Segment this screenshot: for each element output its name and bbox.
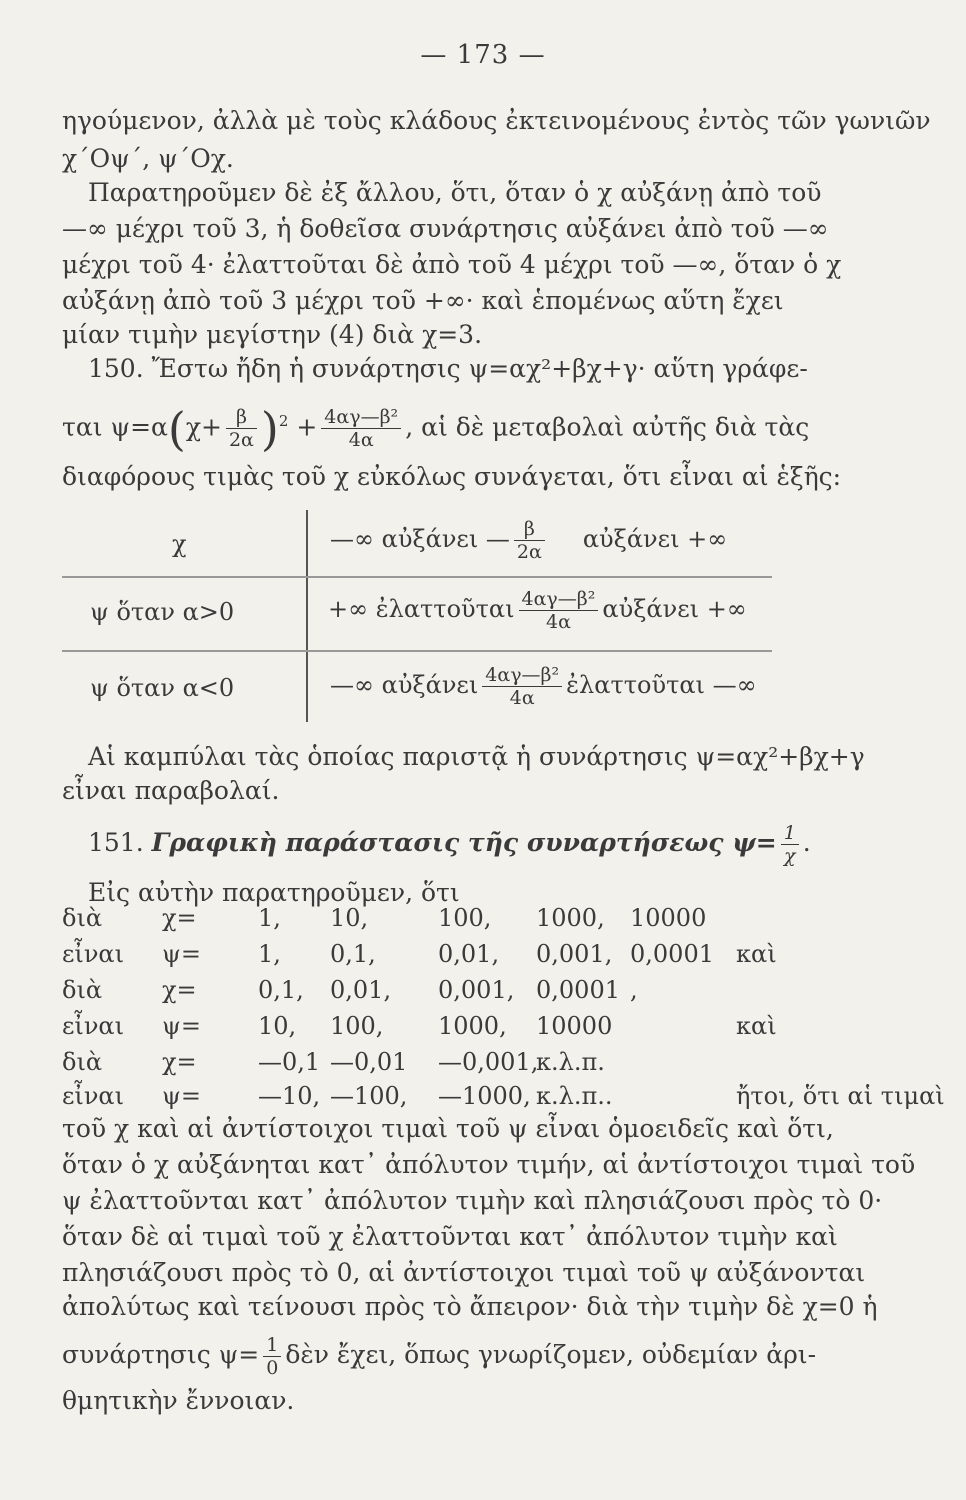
text-line: μίαν τιμὴν μεγίστην (4) διὰ χ=3. — [62, 320, 483, 349]
row-cell: 1000, — [438, 1012, 507, 1040]
text-line: ηγούμενον, ἀλλὰ μὲ τοὺς κλάδους ἐκτεινομένους ἐντὸς τῶν γωνιῶν — [62, 106, 931, 135]
row-cell: —1000, — [438, 1082, 531, 1110]
table-rule — [62, 576, 772, 578]
formula-suffix: , αἱ δὲ μεταβολαὶ αὐτῆς διὰ τὰς — [405, 412, 810, 442]
table-row3-values: —∞ αὐξάνει $\frac{\text{4αγ—β²}}{4\alpha}$ ἐλαττοῦται —∞ — [330, 664, 757, 709]
row-cell: 0,01, — [330, 976, 392, 1004]
table-row2-values: +∞ ἐλαττοῦται $\frac{\text{4αγ—β²}}{4\alpha}$ αὐξάνει +∞ — [328, 588, 747, 633]
row-cell: διὰ — [62, 1048, 103, 1076]
text-line: συνάρτησις ψ= $\frac{1}{0}$ δὲν ἔχει, ὅπως γνωρίζομεν, οὐδεμίαν ἀρι- — [62, 1334, 817, 1379]
row-cell: 1, — [258, 904, 281, 932]
formula-prefix: ται ψ=α — [62, 412, 168, 442]
row-cell: 0,0001 — [630, 940, 714, 968]
row-cell: 100, — [330, 1012, 384, 1040]
text-line: —∞ μέχρι τοῦ 3, ἡ δοθεῖσα συνάρτησις αὐξάνει ἀπὸ τοῦ —∞ — [62, 214, 829, 243]
paren-open: ( — [167, 401, 186, 456]
row-cell: ψ= — [162, 1012, 201, 1040]
table-row2-label: ψ ὅταν α>0 — [90, 598, 235, 626]
row-cell: —0,001, — [438, 1048, 539, 1076]
table-row1-label: χ — [172, 530, 187, 558]
row-cell: , — [630, 976, 638, 1004]
page-number: — 173 — — [420, 40, 546, 70]
formula-line — [62, 401, 810, 456]
row-cell: 10000 — [536, 1012, 613, 1040]
fraction-discriminant: $\frac{\text{4αγ—β²}}{4\alpha}$ — [321, 406, 401, 451]
row-cell: 1000, — [536, 904, 605, 932]
row-cell: εἶναι — [62, 1012, 125, 1040]
text-line: τοῦ χ καὶ αἱ ἀντίστοιχοι τιμαὶ τοῦ ψ εἶναι ὁμοειδεῖς καὶ ὅτι, — [62, 1114, 834, 1143]
row-cell: καὶ — [736, 1012, 777, 1040]
square-exponent: 2 — [278, 412, 289, 430]
text-line: ὅταν ὁ χ αὐξάνηται κατ᾿ ἀπόλυτον τιμήν, αἱ ἀντίστοιχοι τιμαὶ τοῦ — [62, 1150, 916, 1179]
row-cell: ψ= — [162, 1082, 201, 1110]
row-cell: ψ= — [162, 940, 201, 968]
chi-plus: χ+ — [185, 412, 222, 442]
text-line: διαφόρους τιμὰς τοῦ χ εὐκόλως συνάγεται, ὅτι εἶναι αἱ ἑξῆς: — [62, 462, 842, 491]
table-rule — [62, 650, 772, 652]
row-cell: χ= — [162, 904, 197, 932]
row-cell: 0,01, — [438, 940, 500, 968]
text-line: Αἱ καμπύλαι τὰς ὁποίας παριστᾷ ἡ συνάρτησις ψ=αχ²+βχ+γ — [88, 742, 865, 771]
text-line: εἶναι παραβολαί. — [62, 776, 280, 805]
row-cell: κ.λ.π. — [536, 1048, 605, 1076]
row-cell: 0,0001 — [536, 976, 620, 1004]
row-cell: 0,001, — [438, 976, 515, 1004]
row-cell: χ= — [162, 1048, 197, 1076]
plus-sign: + — [296, 412, 318, 442]
row-cell: —0,01 — [330, 1048, 408, 1076]
row-cell: 0,1, — [258, 976, 304, 1004]
text-line: ψ ἐλαττοῦνται κατ᾿ ἀπόλυτον τιμὴν καὶ πλησιάζουσι πρὸς τὸ 0· — [62, 1186, 883, 1215]
fraction-beta-2alpha: $\frac{\beta}{2\alpha}$ — [226, 406, 257, 451]
text-line: χ΄Οψ΄, ψ΄Οχ. — [62, 144, 234, 173]
row-cell: 10, — [330, 904, 369, 932]
row-cell: εἶναι — [62, 940, 125, 968]
row-cell: 100, — [438, 904, 492, 932]
text-line: θμητικὴν ἔννοιαν. — [62, 1386, 295, 1415]
table-row3-label: ψ ὅταν α<0 — [90, 674, 235, 702]
row-cell: καὶ — [736, 940, 777, 968]
table-row1-values: —∞ αὐξάνει — $\frac{\beta}{2\alpha}$ αὐξάνει +∞ — [330, 518, 728, 563]
text-line: ἀπολύτως καὶ τείνουσι πρὸς τὸ ἄπειρον· διὰ τὴν τιμὴν δὲ χ=0 ἡ — [62, 1292, 878, 1321]
row-cell: κ.λ.π.. — [536, 1082, 613, 1110]
section-151-title: Γραφικὴ παράστασις τῆς συναρτήσεως ψ= — [151, 828, 777, 857]
text-line: πλησιάζουσι πρὸς τὸ 0, αἱ ἀντίστοιχοι τιμαὶ τοῦ ψ αὐξάνονται — [62, 1258, 866, 1287]
text-line: ὅταν δὲ αἱ τιμαὶ τοῦ χ ἐλαττοῦνται κατ᾿ ἀπόλυτον τιμὴν καὶ — [62, 1222, 838, 1251]
row-cell: 10, — [258, 1012, 297, 1040]
row-cell: εἶναι — [62, 1082, 125, 1110]
table-vertical-rule — [306, 510, 308, 722]
text-line: Εἰς αὐτὴν παρατηροῦμεν, ὅτι — [88, 878, 460, 907]
row-cell: 0,1, — [330, 940, 376, 968]
row-cell: 10000 — [630, 904, 707, 932]
section-150-line: 150. Ἔστω ἤδη ἡ συνάρτησις ψ=αχ²+βχ+γ· αὕτη γράφε- — [88, 354, 808, 383]
text-line: Παρατηροῦμεν δὲ ἐξ ἄλλου, ὅτι, ὅταν ὁ χ αὐξάνῃ ἀπὸ τοῦ — [88, 178, 822, 207]
row-cell: —10, — [258, 1082, 321, 1110]
row-cell: —100, — [330, 1082, 408, 1110]
paren-close: ) — [260, 401, 279, 456]
text-line: μέχρι τοῦ 4· ἐλαττοῦται δὲ ἀπὸ τοῦ 4 μέχρι τοῦ —∞, ὅταν ὁ χ — [62, 250, 842, 279]
row-cell: 0,001, — [536, 940, 613, 968]
row-cell: ἤτοι, ὅτι αἱ τιμαὶ — [736, 1082, 945, 1110]
section-151-heading: 151. Γραφικὴ παράστασις τῆς συναρτήσεως ψ= $\frac{1}{\chi}$ . — [88, 822, 811, 867]
row-cell: διὰ — [62, 904, 103, 932]
row-cell: χ= — [162, 976, 197, 1004]
row-cell: 1, — [258, 940, 281, 968]
row-cell: διὰ — [62, 976, 103, 1004]
row-cell: —0,1 — [258, 1048, 321, 1076]
text-line: αὐξάνῃ ἀπὸ τοῦ 3 μέχρι τοῦ +∞· καὶ ἑπομένως αὕτη ἔχει — [62, 286, 784, 315]
